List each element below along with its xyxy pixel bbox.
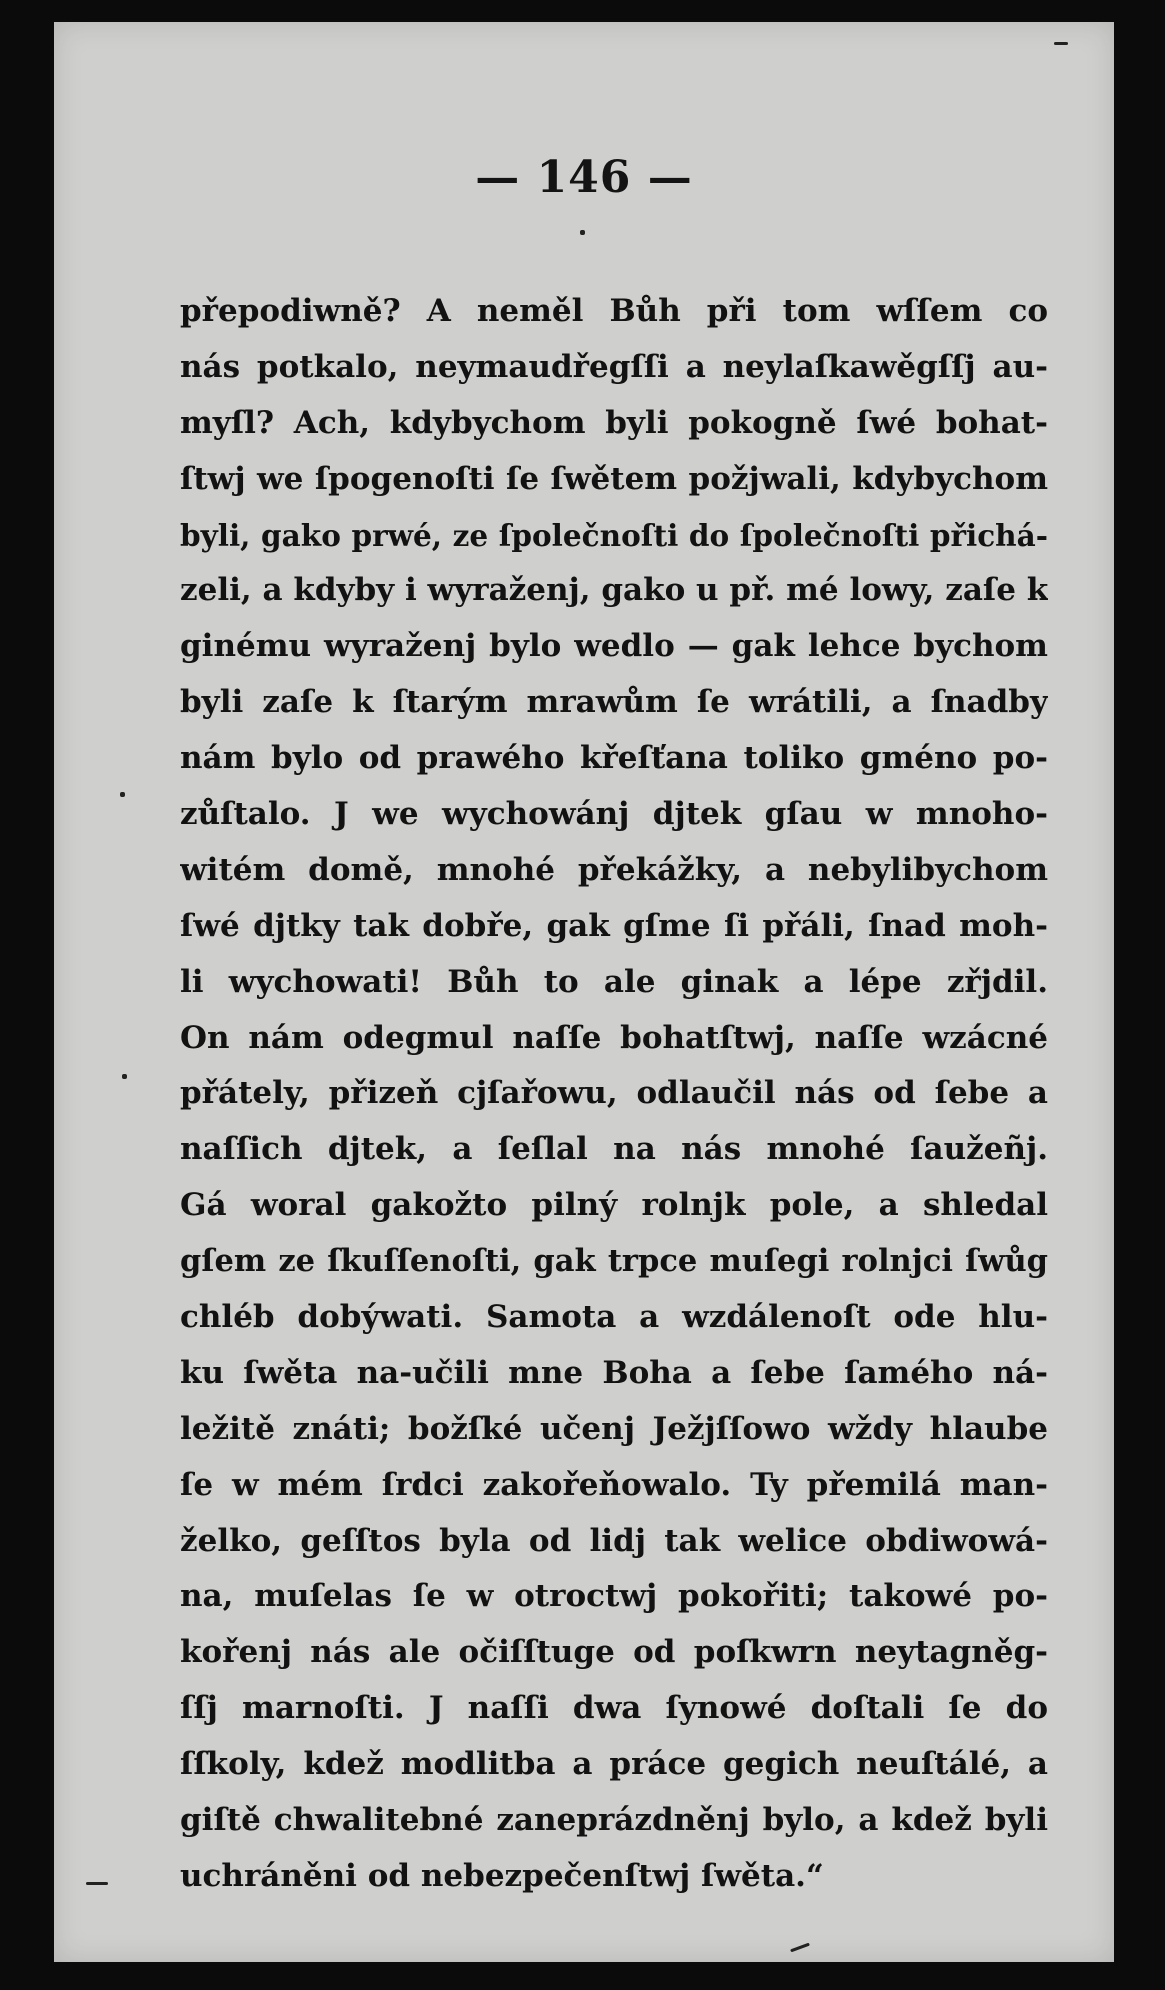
text-line: ſe w mém ſrdci zakořeňowalo. Ty přemilá man- [180, 1466, 1048, 1503]
book-page [54, 22, 1114, 1962]
text-line: na, muſelas ſe w otroctwj pokořiti; takowé po- [180, 1578, 1048, 1615]
text-line: ſſkoly, kdež modlitba a práce gegich neuſtálé, a [180, 1746, 1048, 1783]
page-number: — 146 — [475, 152, 693, 203]
text-line: přátely, přizeň cjſařowu, odlaučil nás od ſebe a [180, 1075, 1048, 1112]
dust-speck [580, 230, 585, 235]
text-line: byli zaſe k ſtarým mrawům ſe wrátili, a ſnadby [180, 684, 1048, 721]
text-line: byli, gako prwé, ze ſpolečnoſti do ſpolečnoſti přichá- [180, 517, 1048, 553]
text-line: ſſj marnoſti. J naſſi dwa ſynowé doſtali ſe do [180, 1690, 1048, 1727]
text-line: uchráněni od nebezpečenſtwj ſwěta.“ [180, 1857, 824, 1894]
text-line: zůſtalo. J we wychowánj djtek gſau w mnoho- [180, 796, 1048, 833]
text-line: ſwé djtky tak dobře, gak gſme ſi přáli, ſnad moh- [180, 907, 1048, 944]
dust-speck [122, 1074, 127, 1079]
text-line: Gá woral gakožto pilný rolnjk pole, a shledal [180, 1187, 1048, 1224]
text-line: nám bylo od prawého křeſťana toliko gméno po- [180, 740, 1048, 777]
text-line: witém domě, mnohé překážky, a nebylibychom [180, 851, 1048, 888]
text-line: přepodiwně? A neměl Bůh při tom wſſem co [180, 293, 1048, 329]
body-text [180, 284, 1048, 1905]
text-line: On nám odegmul naſſe bohatſtwj, naſſe wzácné [180, 1019, 1048, 1056]
dust-speck [1054, 42, 1068, 45]
text-line: ležitě znáti; božſké učenj Ježjſſowo wždy hlaube [180, 1410, 1048, 1447]
dust-speck [86, 1882, 108, 1885]
text-line: ku ſwěta na-učili mne Boha a ſebe ſamého ná- [180, 1354, 1048, 1391]
text-line: ginému wyraženj bylo wedlo — gak lehce bychom [180, 628, 1048, 665]
text-line: kořenj nás ale očiſſtuge od poſkwrn neytagněg- [180, 1634, 1048, 1671]
text-line: želko, geſſtos byla od lidj tak welice obdiwowá- [180, 1522, 1048, 1559]
text-line: chléb dobýwati. Samota a wzdálenoſt ode hlu- [180, 1299, 1048, 1336]
text-line: nás potkalo, neymaudřegſſi a neylaſkawěgſſj au- [180, 348, 1048, 385]
dust-speck [120, 792, 125, 797]
text-line: giſtě chwalitebné zaneprázdněnj bylo, a kdež byli [180, 1802, 1048, 1839]
text-line: ſtwj we ſpogenoſti ſe ſwětem požjwali, kdybychom [180, 460, 1048, 497]
text-line: naſſich djtek, a ſeſlal na nás mnohé ſaužeñj. [180, 1131, 1048, 1168]
dust-speck [790, 1943, 810, 1953]
text-line: myſl? Ach, kdybychom byli pokogně ſwé bohat- [180, 404, 1048, 441]
text-line: li wychowati! Bůh to ale ginak a lépe zřjdil. [180, 963, 1048, 1000]
text-line: zeli, a kdyby i wyraženj, gako u př. mé lowy, zaſe k [180, 572, 1048, 609]
text-line: gſem ze ſkuſſenoſti, gak trpce muſegi rolnjci ſwůg [180, 1243, 1048, 1280]
